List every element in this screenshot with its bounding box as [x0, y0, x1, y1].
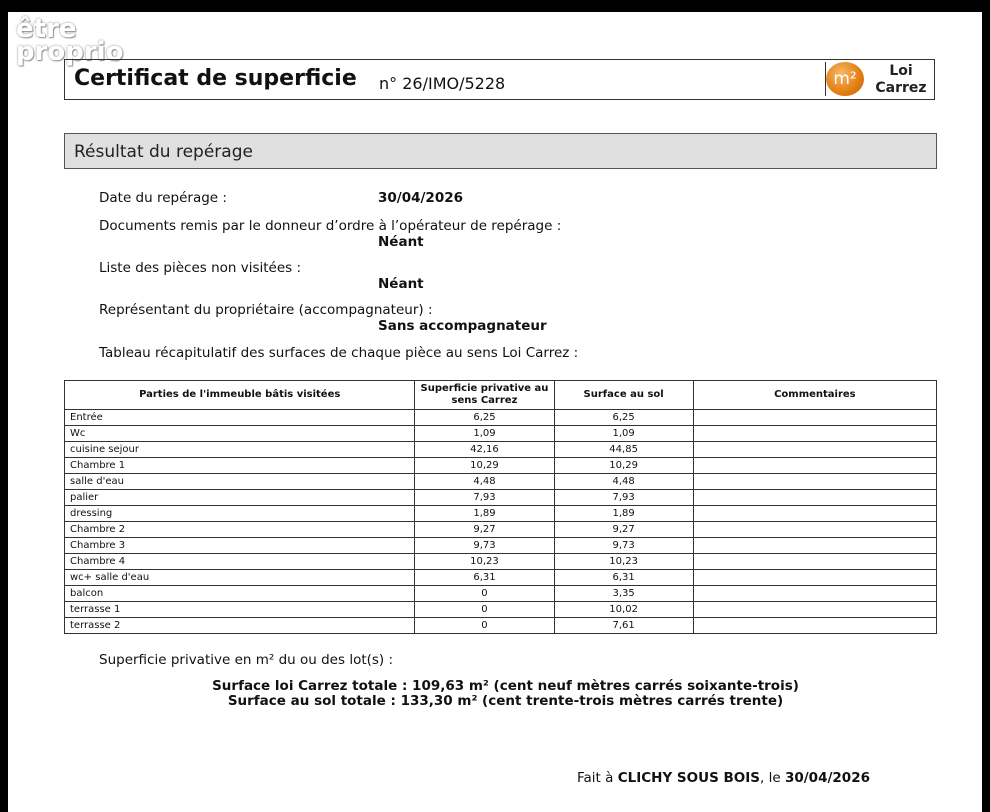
cell-commentaire [693, 522, 936, 538]
cell-carrez: 7,93 [415, 490, 554, 506]
table-row [65, 554, 937, 570]
logo-text: Loi Carrez [875, 63, 927, 96]
cell-partie: wc+ salle d'eau [65, 570, 415, 586]
summary-table-label: Tableau récapitulatif des surfaces de chaque pièce au sens Loi Carrez : [99, 345, 579, 361]
cell-sol: 1,89 [554, 506, 693, 522]
watermark-logo: être proprio [16, 14, 124, 67]
cell-sol: 10,23 [554, 554, 693, 570]
cell-carrez: 10,23 [415, 554, 554, 570]
cell-sol: 10,02 [554, 602, 693, 618]
cell-carrez: 4,48 [415, 474, 554, 490]
cell-partie: salle d'eau [65, 474, 415, 490]
cell-sol: 7,93 [554, 490, 693, 506]
certificate-title: Certificat de superficie [74, 66, 357, 91]
table-row [65, 426, 937, 442]
table-header-row [65, 381, 937, 410]
cell-carrez: 0 [415, 618, 554, 634]
table-row [65, 458, 937, 474]
cell-sol: 7,61 [554, 618, 693, 634]
cell-partie: palier [65, 490, 415, 506]
table-row [65, 602, 937, 618]
table-row [65, 410, 937, 426]
cell-carrez: 0 [415, 586, 554, 602]
cell-commentaire [693, 538, 936, 554]
cell-sol: 4,48 [554, 474, 693, 490]
certificate-number: n° 26/IMO/5228 [379, 74, 506, 93]
cell-partie: Chambre 4 [65, 554, 415, 570]
cell-sol: 6,25 [554, 410, 693, 426]
cell-partie: balcon [65, 586, 415, 602]
table-row [65, 586, 937, 602]
cell-commentaire [693, 490, 936, 506]
cell-sol: 6,31 [554, 570, 693, 586]
cell-carrez: 10,29 [415, 458, 554, 474]
section-title: Résultat du repérage [74, 142, 253, 162]
signature-line: Fait à CLICHY SOUS BOIS, le 30/04/2026 [577, 770, 870, 786]
cell-sol: 44,85 [554, 442, 693, 458]
cell-partie: Entrée [65, 410, 415, 426]
date-value: 30/04/2026 [378, 190, 464, 206]
cell-partie: Chambre 2 [65, 522, 415, 538]
unvisited-rooms-label: Liste des pièces non visitées : [99, 260, 302, 276]
documents-label: Documents remis par le donneur d’ordre à l’opérateur de repérage : [99, 218, 562, 234]
cell-sol: 10,29 [554, 458, 693, 474]
cell-sol: 3,35 [554, 586, 693, 602]
cell-partie: cuisine sejour [65, 442, 415, 458]
table-row [65, 506, 937, 522]
table-row [65, 474, 937, 490]
cell-commentaire [693, 426, 936, 442]
cell-carrez: 42,16 [415, 442, 554, 458]
cell-partie: terrasse 1 [65, 602, 415, 618]
cell-commentaire [693, 474, 936, 490]
cell-commentaire [693, 506, 936, 522]
cell-sol: 9,73 [554, 538, 693, 554]
surface-table [64, 380, 937, 634]
cell-commentaire [693, 618, 936, 634]
cell-partie: terrasse 2 [65, 618, 415, 634]
cell-commentaire [693, 442, 936, 458]
total-sol: Surface au sol totale : 133,30 m² (cent trente-trois mètres carrés trente) [227, 693, 784, 709]
certificate-header [64, 59, 935, 100]
cell-carrez: 0 [415, 602, 554, 618]
table-row [65, 442, 937, 458]
cell-partie: Chambre 1 [65, 458, 415, 474]
representative-label: Représentant du propriétaire (accompagnateur) : [99, 302, 433, 318]
section-header [64, 133, 937, 169]
cell-carrez: 9,73 [415, 538, 554, 554]
totals-label: Superficie privative en m² du ou des lot(s) : [99, 652, 394, 668]
header-parties: Parties de l'immeuble bâtis visitées [65, 381, 415, 410]
cell-commentaire [693, 602, 936, 618]
table-row [65, 570, 937, 586]
total-carrez: Surface loi Carrez totale : 109,63 m² (cent neuf mètres carrés soixante-trois) [212, 678, 799, 694]
cell-carrez: 6,25 [415, 410, 554, 426]
cell-sol: 1,09 [554, 426, 693, 442]
cell-partie: Wc [65, 426, 415, 442]
table-row [65, 490, 937, 506]
m2-badge-icon: m² [826, 62, 864, 96]
table-row [65, 618, 937, 634]
cell-commentaire [693, 458, 936, 474]
cell-commentaire [693, 554, 936, 570]
cell-carrez: 1,89 [415, 506, 554, 522]
unvisited-rooms-value: Néant [378, 276, 424, 292]
header-surface-sol: Surface au sol [554, 381, 693, 410]
cell-commentaire [693, 410, 936, 426]
representative-value: Sans accompagnateur [378, 318, 547, 334]
header-superficie-carrez: Superficie privative au sens Carrez [415, 381, 554, 410]
cell-sol: 9,27 [554, 522, 693, 538]
cell-carrez: 1,09 [415, 426, 554, 442]
cell-carrez: 9,27 [415, 522, 554, 538]
header-commentaires: Commentaires [693, 381, 936, 410]
cell-commentaire [693, 570, 936, 586]
table-row [65, 538, 937, 554]
loi-carrez-logo [825, 62, 934, 96]
signature-date: 30/04/2026 [784, 770, 870, 786]
signature-city: CLICHY SOUS BOIS [617, 770, 761, 786]
documents-value: Néant [378, 234, 424, 250]
date-label: Date du repérage : [99, 190, 227, 206]
cell-carrez: 6,31 [415, 570, 554, 586]
cell-partie: Chambre 3 [65, 538, 415, 554]
table-row [65, 522, 937, 538]
cell-partie: dressing [65, 506, 415, 522]
cell-commentaire [693, 586, 936, 602]
